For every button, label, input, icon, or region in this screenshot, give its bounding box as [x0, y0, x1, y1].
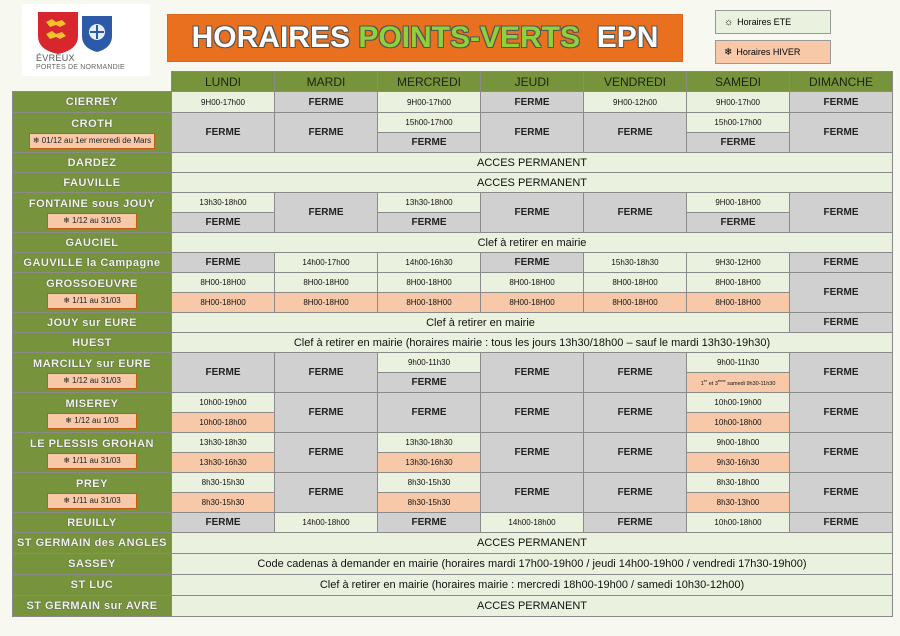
- row-huest: [13, 333, 893, 353]
- hours-cell: 8h30-15h30: [172, 473, 275, 493]
- title-part-epn: EPN: [596, 21, 659, 54]
- hours-cell: 9H00-12h00: [584, 92, 687, 113]
- winter-period-tag: [47, 493, 137, 509]
- town-name: SASSEY: [13, 554, 172, 575]
- title-part-horaires: HORAIRES: [191, 21, 350, 54]
- town-cell: [13, 393, 172, 433]
- snowflake-icon: ❄: [63, 455, 73, 465]
- coat-of-arms-icon: [34, 10, 138, 54]
- town-name: REUILLY: [13, 513, 172, 533]
- winter-period-text: 1/12 au 31/03: [72, 215, 121, 225]
- closed-cell: FERME: [584, 353, 687, 393]
- snowflake-icon: ❄: [63, 295, 73, 305]
- winter-period-text: 01/12 au 1er mercredi de Mars: [41, 135, 152, 145]
- hours-cell: 15h00-17h00: [687, 113, 790, 133]
- hours-cell: 10h00-19h00: [172, 393, 275, 413]
- hours-cell: 9H00-17h00: [378, 92, 481, 113]
- closed-cell: FERME: [275, 353, 378, 393]
- winter-hours-cell: 8H00-18H00: [378, 293, 481, 313]
- day-friday: VENDREDI: [584, 72, 687, 92]
- hours-cell: 9h00-18h00: [687, 433, 790, 453]
- row-sassey: [13, 554, 893, 575]
- winter-period-tag: [47, 373, 137, 389]
- winter-hours-cell: 13h30-16h30: [172, 453, 275, 473]
- sun-icon: ☼: [724, 16, 734, 28]
- evreux-logo: [22, 4, 150, 76]
- closed-cell: FERME: [481, 433, 584, 473]
- closed-cell: FERME: [378, 213, 481, 233]
- closed-cell: FERME: [687, 133, 790, 153]
- access-info: Clef à retirer en mairie: [172, 233, 893, 253]
- row-gauciel: [13, 233, 893, 253]
- row-miserey: [13, 393, 893, 413]
- access-info: ACCES PERMANENT: [172, 596, 893, 617]
- hours-cell: 13h30-18h00: [378, 193, 481, 213]
- town-cell: [13, 433, 172, 473]
- town-name: FAUVILLE: [13, 173, 172, 193]
- closed-cell: FERME: [275, 113, 378, 153]
- closed-cell: FERME: [275, 193, 378, 233]
- closed-cell: FERME: [275, 473, 378, 513]
- row-dardez: [13, 153, 893, 173]
- hours-cell: 13h30-18h30: [172, 433, 275, 453]
- day-thursday: JEUDI: [481, 72, 584, 92]
- hours-cell: 9h00-11h30: [378, 353, 481, 373]
- logo-subtitle: PORTES DE NORMANDIE: [36, 64, 125, 71]
- row-marcilly: [13, 353, 893, 373]
- closed-cell: FERME: [790, 353, 893, 393]
- town-name: GROSSOEUVRE: [46, 277, 138, 290]
- winter-hours-cell: 9h30-16h30: [687, 453, 790, 473]
- hours-cell: 13h30-18h00: [172, 193, 275, 213]
- day-tuesday: MARDI: [275, 72, 378, 92]
- closed-cell: FERME: [172, 513, 275, 533]
- closed-cell: FERME: [172, 353, 275, 393]
- closed-cell: FERME: [584, 393, 687, 433]
- access-info: ACCES PERMANENT: [172, 153, 893, 173]
- winter-period-text: 1/11 au 31/03: [72, 455, 121, 465]
- closed-cell: FERME: [275, 393, 378, 433]
- winter-hours-cell: 10h00-18h00: [687, 413, 790, 433]
- closed-cell: FERME: [790, 113, 893, 153]
- closed-cell: FERME: [790, 273, 893, 313]
- town-name: PREY: [76, 477, 108, 490]
- town-name: GAUCIEL: [13, 233, 172, 253]
- hours-cell: 10h00-18h00: [687, 513, 790, 533]
- legend-winter-label: Horaires HIVER: [736, 47, 801, 57]
- hours-cell: 8H00-18H00: [687, 273, 790, 293]
- hours-cell: 13h30-18h30: [378, 433, 481, 453]
- town-cell: [13, 353, 172, 393]
- closed-cell: FERME: [172, 113, 275, 153]
- town-cell: [13, 473, 172, 513]
- closed-cell: FERME: [790, 393, 893, 433]
- winter-hours-cell: 8H00-18H00: [275, 293, 378, 313]
- closed-cell: FERME: [275, 433, 378, 473]
- closed-cell: FERME: [481, 393, 584, 433]
- legend-summer-label: Horaires ETE: [737, 17, 792, 27]
- legend-winter: [715, 40, 831, 64]
- access-info: Clef à retirer en mairie (horaires mairie : mercredi 18h00-19h00 / samedi 10h30-12h00): [172, 575, 893, 596]
- hours-cell: 8H00-18H00: [481, 273, 584, 293]
- hours-cell: 10h00-19h00: [687, 393, 790, 413]
- winter-period-tag: [47, 453, 137, 469]
- access-info: Clef à retirer en mairie (horaires mairie : tous les jours 13h30/18h00 – sauf le mardi 13h30-19h30): [172, 333, 893, 353]
- access-info: Code cadenas à demander en mairie (horaires mardi 17h00-19h00 / jeudi 14h00-19h00 / vendredi 17h30-19h00): [172, 554, 893, 575]
- winter-period-tag: [29, 133, 155, 149]
- header-blank: [13, 72, 172, 92]
- hours-cell: 8H00-18H00: [275, 273, 378, 293]
- winter-hours-cell: 10h00-18h00: [172, 413, 275, 433]
- closed-cell: FERME: [584, 433, 687, 473]
- closed-cell: FERME: [790, 513, 893, 533]
- closed-cell: FERME: [275, 92, 378, 113]
- town-name: DARDEZ: [13, 153, 172, 173]
- access-info: Clef à retirer en mairie: [172, 313, 790, 333]
- winter-hours-cell: 8H00-18H00: [172, 293, 275, 313]
- hours-cell: 14h00-18h00: [481, 513, 584, 533]
- town-name: HUEST: [13, 333, 172, 353]
- town-name: LE PLESSIS GROHAN: [29, 437, 155, 450]
- closed-cell: FERME: [481, 92, 584, 113]
- closed-cell: FERME: [790, 433, 893, 473]
- closed-cell: FERME: [584, 113, 687, 153]
- winter-hours-cell: 8h30-15h30: [378, 493, 481, 513]
- schedule-table: [12, 71, 893, 617]
- winter-hours-cell: 1er et 3ème samedi 9h30-11h30: [687, 373, 790, 393]
- closed-cell: FERME: [172, 213, 275, 233]
- town-cell: [13, 193, 172, 233]
- row-gauville: [13, 253, 893, 273]
- closed-cell: FERME: [584, 193, 687, 233]
- closed-cell: FERME: [378, 393, 481, 433]
- closed-cell: FERME: [584, 473, 687, 513]
- closed-cell: FERME: [481, 193, 584, 233]
- hours-cell: 8H00-18H00: [378, 273, 481, 293]
- access-info: ACCES PERMANENT: [172, 533, 893, 554]
- winter-period-tag: [47, 293, 137, 309]
- hours-cell: 8h30-18h00: [687, 473, 790, 493]
- winter-hours-cell: 8H00-18H00: [687, 293, 790, 313]
- winter-period-text: 1/11 au 31/03: [72, 295, 121, 305]
- closed-cell: FERME: [790, 193, 893, 233]
- town-name: CROTH: [71, 117, 113, 130]
- closed-cell: FERME: [790, 253, 893, 273]
- snowflake-icon: ❄: [63, 375, 72, 385]
- closed-cell: FERME: [481, 353, 584, 393]
- town-name: GAUVILLE la Campagne: [13, 253, 172, 273]
- row-prey: [13, 473, 893, 493]
- hours-cell: 8h30-15h30: [378, 473, 481, 493]
- closed-cell: FERME: [378, 373, 481, 393]
- logo-city-name: ÉVREUX: [36, 53, 75, 63]
- hours-cell: 15h00-17h00: [378, 113, 481, 133]
- winter-period-text: 1/11 au 31/03: [72, 495, 121, 505]
- town-cell: [13, 113, 172, 153]
- row-stgermain-avre: [13, 596, 893, 617]
- closed-cell: FERME: [378, 513, 481, 533]
- page-title: [167, 14, 683, 62]
- winter-period-text: 1/12 au 1/03: [74, 415, 119, 425]
- row-cierrey: [13, 92, 893, 113]
- snowflake-icon: ❄: [63, 215, 72, 225]
- row-jouy: [13, 313, 893, 333]
- row-stgermain-angles: [13, 533, 893, 554]
- closed-cell: FERME: [481, 113, 584, 153]
- closed-cell: FERME: [481, 473, 584, 513]
- closed-cell: FERME: [790, 92, 893, 113]
- hours-cell: 9H00-17h00: [172, 92, 275, 113]
- winter-hours-cell: 8h30-15h30: [172, 493, 275, 513]
- row-fontaine: [13, 193, 893, 213]
- hours-cell: 14h00-17h00: [275, 253, 378, 273]
- closed-cell: FERME: [790, 313, 893, 333]
- closed-cell: FERME: [481, 253, 584, 273]
- snowflake-icon: ❄: [63, 495, 73, 505]
- town-name: CIERREY: [13, 92, 172, 113]
- row-fauville: [13, 173, 893, 193]
- hours-cell: 14h00-18h00: [275, 513, 378, 533]
- hours-cell: 9H00-17h00: [687, 92, 790, 113]
- winter-hours-cell: 13h30-16h30: [378, 453, 481, 473]
- closed-cell: FERME: [172, 253, 275, 273]
- hours-cell: 15h30-18h30: [584, 253, 687, 273]
- row-grossoeuvre: [13, 273, 893, 293]
- town-name: ST LUC: [13, 575, 172, 596]
- town-name: ST GERMAIN des ANGLES: [13, 533, 172, 554]
- winter-hours-cell: 8H00-18H00: [584, 293, 687, 313]
- hours-cell: 8H00-18H00: [172, 273, 275, 293]
- day-sunday: DIMANCHE: [790, 72, 893, 92]
- title-part-points-verts: POINTS-VERTS: [358, 21, 581, 54]
- town-name: MISEREY: [65, 397, 119, 410]
- closed-cell: FERME: [790, 473, 893, 513]
- snowflake-icon: ❄: [724, 46, 733, 58]
- access-info: ACCES PERMANENT: [172, 173, 893, 193]
- town-name: JOUY sur EURE: [13, 313, 172, 333]
- town-name: MARCILLY sur EURE: [33, 357, 151, 370]
- hours-cell: 9h00-11h30: [687, 353, 790, 373]
- closed-cell: FERME: [378, 133, 481, 153]
- town-cell: [13, 273, 172, 313]
- winter-period-tag: [47, 213, 137, 229]
- day-monday: LUNDI: [172, 72, 275, 92]
- row-stluc: [13, 575, 893, 596]
- winter-hours-cell: 8H00-18H00: [481, 293, 584, 313]
- row-reuilly: [13, 513, 893, 533]
- day-wednesday: MERCREDI: [378, 72, 481, 92]
- hours-cell: 8H00-18H00: [584, 273, 687, 293]
- winter-period-text: 1/12 au 31/03: [72, 375, 121, 385]
- snowflake-icon: ❄: [65, 415, 75, 425]
- row-croth: [13, 113, 893, 133]
- town-name: FONTAINE sous JOUY: [28, 197, 156, 210]
- day-saturday: SAMEDI: [687, 72, 790, 92]
- winter-hours-cell: 8h30-13h00: [687, 493, 790, 513]
- closed-cell: FERME: [584, 513, 687, 533]
- closed-cell: FERME: [687, 213, 790, 233]
- winter-period-tag: [47, 413, 137, 429]
- hours-cell: 14h00-16h30: [378, 253, 481, 273]
- snowflake-icon: ❄: [32, 135, 42, 145]
- town-name: ST GERMAIN sur AVRE: [13, 596, 172, 617]
- row-plessis: [13, 433, 893, 453]
- hours-cell: 9H30-12H00: [687, 253, 790, 273]
- hours-cell: 9H00-18H00: [687, 193, 790, 213]
- legend-summer: [715, 10, 831, 34]
